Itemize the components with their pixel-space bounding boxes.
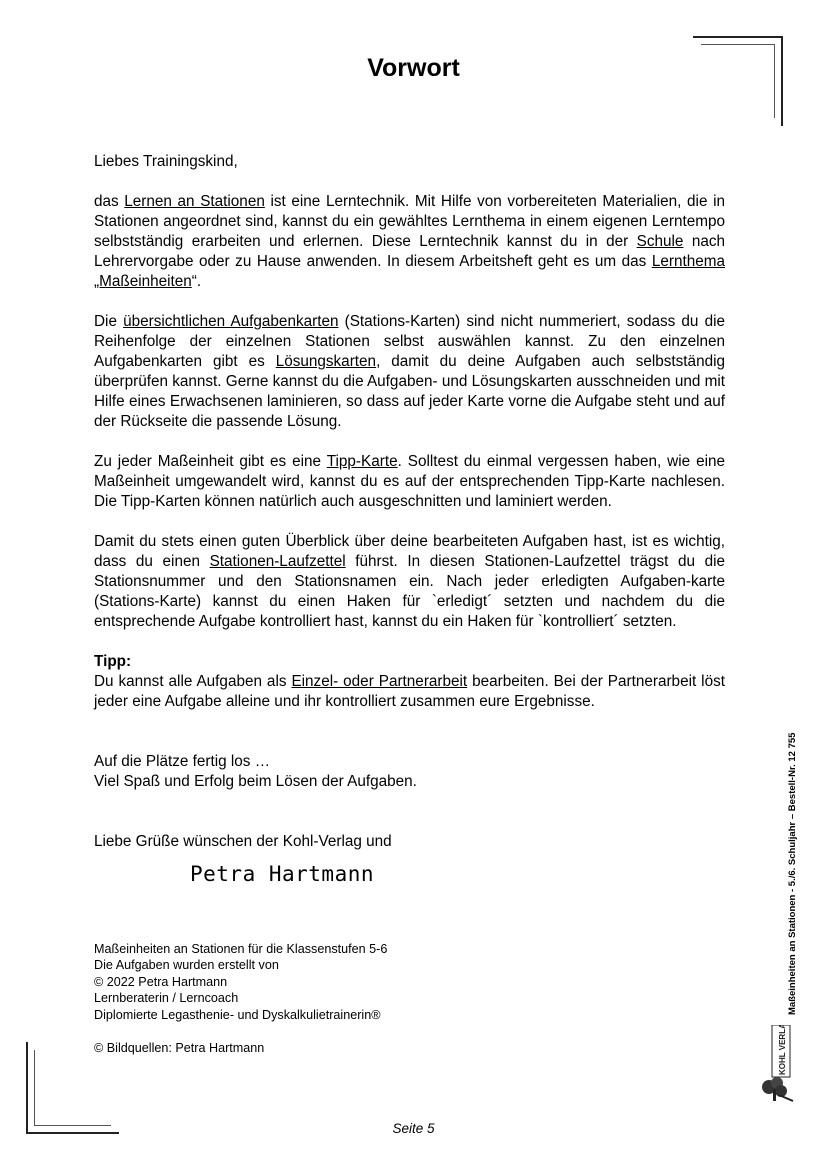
underlined-term: übersichtlichen Aufgabenkarten [123,313,339,330]
credit-line: Lernberaterin / Lerncoach [94,991,239,1006]
underlined-term: Tipp-Karte [326,453,398,470]
closing: Auf die Plätze fertig los … Viel Spaß und Erfolg beim Lösen der Aufgaben. [94,753,417,790]
author-credits [94,941,387,1023]
underlined-term: Lernen an Stationen [124,193,265,210]
paragraph-1: das Lernen an Stationen ist eine Lerntechnik. Mit Hilfe von vorbereiteten Materialien, die in Stationen angeordnet sind, kannst du ein gewähltes Lernthema in einem eigenen Lerntempo selbstständig erarbeiten und erlernen. Diese Lerntechnik kannst du in der Schule nach Lehrervorgabe oder zu Hause anwenden. In diesem Arbeitsheft geht es um das Lernthema „Maßeinheiten“. [94,193,726,290]
underlined-term: Einzel- oder Partnerarbeit [291,673,468,690]
paragraph-4: Damit du stets einen guten Überblick über deine bearbeiteten Aufgaben hast, ist es wichtig, dass du einen Stationen-Laufzettel führst. In diesen Stationen-Laufzettel trägst du die Stationsnummer und den Stationsnamen ein. Nach jeder erledigten Aufgaben-karte (Stations-Karte) kannst du einen Haken für `erledigt´ setzten und nachdem du die entsprechende Aufgabe kontrolliert hast, kannst du ein Haken für `kontrolliert´ setzten. [94,533,725,630]
credit-line: Diplomierte Legasthenie- und Dyskalkulietrainerin® [94,1007,381,1022]
credit-line: Die Aufgaben wurden erstellt von [94,958,279,973]
sidebar-book-info: Maßeinheiten an Stationen - 5./6. Schuljahr – Bestell-Nr. 12 755 [787,732,798,1015]
underlined-term: Lernthema „Maßeinheiten [94,253,725,290]
image-credits: © Bildquellen: Petra Hartmann [94,1041,265,1055]
paragraph-3: Zu jeder Maßeinheit gibt es eine Tipp-Karte. Solltest du einmal vergessen haben, wie eine Maßeinheit umgewandelt wird, kannst du es auf der entsprechenden Tipp-Karte nachlesen. Die Tipp-Karten können natürlich auch ausgeschnitten und laminiert werden. [94,453,726,510]
publisher-logo [757,1025,797,1105]
regards: Liebe Grüße wünschen der Kohl-Verlag und [94,833,392,850]
credit-line: Maßeinheiten an Stationen für die Klassenstufen 5-6 [94,942,388,956]
underlined-term: Schule [636,233,684,250]
credit-line: © 2022 Petra Hartmann [94,974,228,989]
underlined-term: Stationen-Laufzettel [209,553,346,570]
tipp-paragraph: Tipp: Du kannst alle Aufgaben als Einzel- oder Partnerarbeit bearbeiten. Bei der Partnerarbeit löst jeder eine Aufgabe alleine und ihr kontrolliert zusammen eure Ergebnisse. [94,653,725,710]
tipp-heading: Tipp: [94,653,132,670]
signature: Petra Hartmann [190,862,375,886]
page-number: Seite 5 [392,1121,435,1136]
greeting: Liebes Trainingskind, [94,153,238,170]
page-title: Vorwort [367,54,460,82]
paragraph-2: Die übersichtlichen Aufgabenkarten (Stations-Karten) sind nicht nummeriert, sodass du die Reihenfolge der einzelnen Stationen selbst auswählen kannst. Zu den einzelnen Aufgabenkarten gibt es Lösungskarten, damit du deine Aufgaben auch selbstständig überprüfen kannst. Gerne kannst du die Aufgaben- und Lösungskarten ausschneiden und mit Hilfe eines Erwachsenen laminieren, so dass auf jeder Karte vorne die Aufgabe steht und auf der Rückseite die passende Lösung. [94,313,726,430]
main-content [94,152,725,872]
logo-text: KOHL VERLAG [778,1025,787,1075]
underlined-term: Lösungskarten [275,353,377,370]
